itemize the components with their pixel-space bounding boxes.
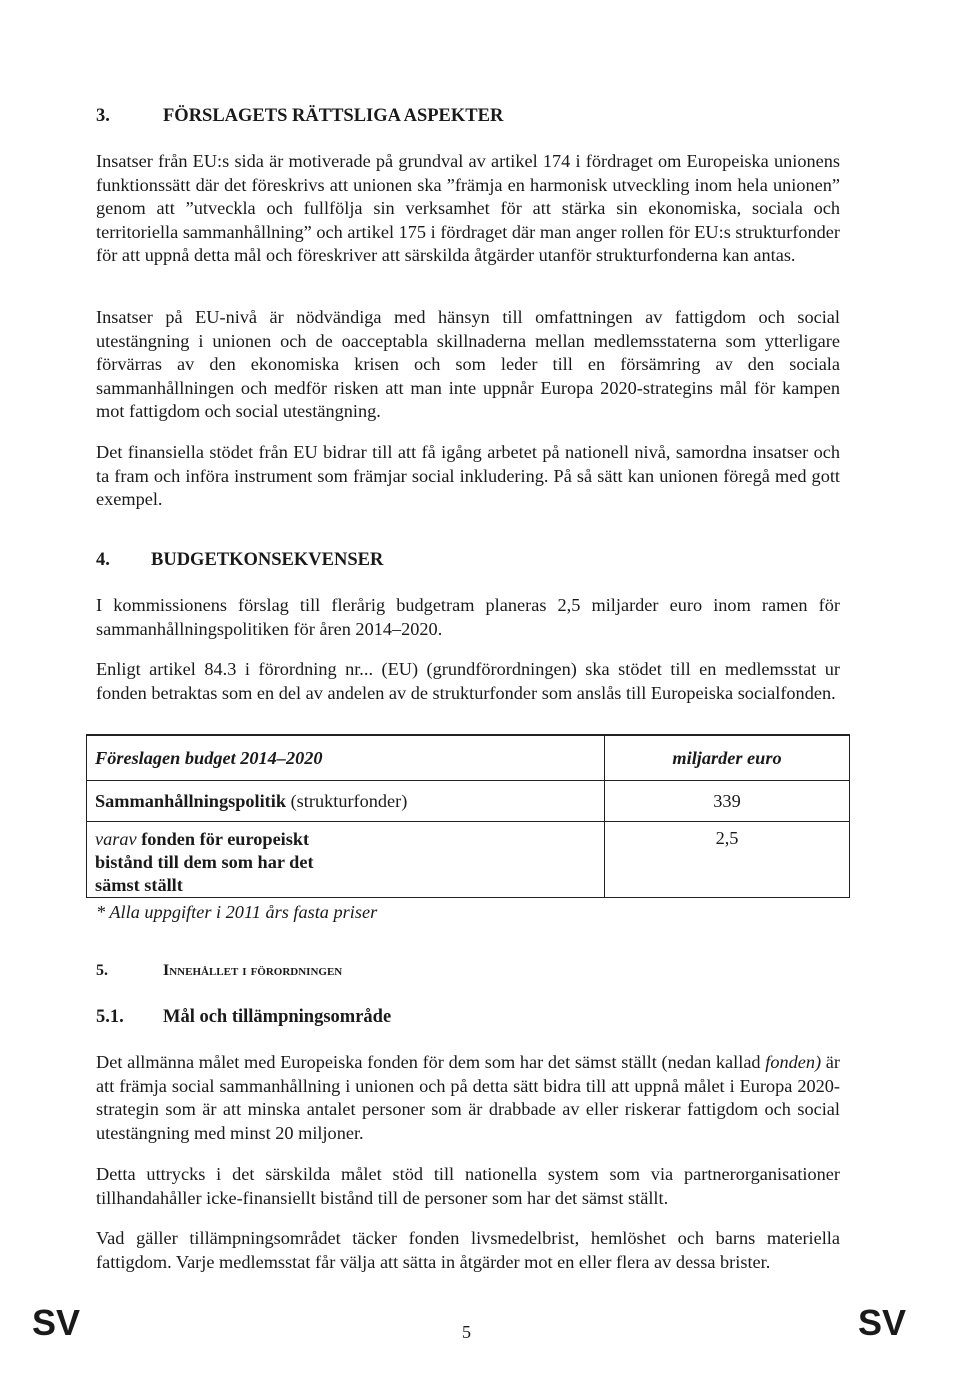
- table-header-row: [87, 735, 850, 781]
- section-4-paragraph-2: Enligt artikel 84.3 i förordning nr... (EU) (grundförordningen) ska stödet till en medlemsstat ur fonden betraktas som en del av andelen av de strukturfonder som anslås till Europeiska socialfonden.: [96, 659, 840, 703]
- table-row-2-value: 2,5: [605, 822, 850, 898]
- table-footnote: * Alla uppgifter i 2011 års fasta priser: [96, 902, 378, 922]
- table-row-1-value: 339: [605, 781, 850, 822]
- section-5-1-number: 5.1.: [96, 1007, 124, 1027]
- table-row: [87, 822, 850, 898]
- section-5-title: Innehållet i förordningen: [163, 962, 343, 979]
- section-5-paragraph-1: [96, 1051, 840, 1145]
- p1-part-b: fonden): [765, 1052, 822, 1072]
- row1-bold-label: Sammanhållningspolitik: [95, 790, 287, 811]
- section-5-paragraph-3: Vad gäller tillämpningsområdet täcker fonden livsmedelbrist, hemlöshet och barns materiella fattigdom. Varje medlemsstat får välja att sätta in åtgärder mot en eller flera av dessa brister.: [96, 1228, 840, 1272]
- section-4-number: 4.: [96, 550, 110, 570]
- budget-table: [86, 734, 850, 898]
- p1-part-c: är att främja social sammanhållning i unionen och på detta sätt bidra till att uppnå målet i Europa 2020-strategin som är att minska antalet personer som är drabbade av eller riskerar fattigdom och social utestängning med minst 20 miljoner.: [96, 1052, 840, 1143]
- section-3-title: FÖRSLAGETS RÄTTSLIGA ASPEKTER: [163, 106, 504, 126]
- table-header-left: Föreslagen budget 2014–2020: [87, 735, 605, 781]
- table-row-1-label: [87, 781, 605, 822]
- page-number: 5: [462, 1322, 471, 1342]
- section-5-1-title: Mål och tillämpningsområde: [163, 1007, 392, 1027]
- table-row-2-label: [87, 822, 605, 898]
- row2-bold: fonden för europeiskt bistånd till dem som har det sämst ställt: [95, 829, 314, 895]
- footer-language-left: SV: [32, 1302, 81, 1343]
- section-3-paragraph-2: Insatser på EU-nivå är nödvändiga med hänsyn till omfattningen av fattigdom och social utestängning i unionen och de oacceptabla skillnaderna mellan medlemsstaterna som ytterligare förvärras av den ekonomiska krisen och som leder till en försämring av den sociala sammanhållningen och medför risken att man inte uppnår Europa 2020-strategins mål för kampen mot fattigdom och social utestängning.: [96, 307, 840, 421]
- row2-italic: varav: [95, 829, 137, 849]
- section-5-number: 5.: [96, 962, 108, 979]
- footer-language-right: SV: [858, 1302, 907, 1343]
- section-3-number: 3.: [96, 106, 110, 126]
- section-4-title: BUDGETKONSEKVENSER: [151, 550, 384, 570]
- p1-part-a: Det allmänna målet med Europeiska fonden för dem som har det sämst ställt (nedan kallad: [96, 1052, 766, 1072]
- section-5-paragraph-2: Detta uttrycks i det särskilda målet stöd till nationella system som via partnerorganisationer tillhandahåller icke-finansiellt bistånd till de personer som har det sämst ställt.: [96, 1164, 840, 1208]
- table-row: [87, 781, 850, 822]
- section-3-paragraph-3: Det finansiella stödet från EU bidrar till att få igång arbetet på nationell nivå, samordna insatser och ta fram och införa instrument som främjar social inkludering. På så sätt kan unionen föregå med gott exempel.: [96, 442, 840, 509]
- section-4-paragraph-1: I kommissionens förslag till flerårig budgetram planeras 2,5 miljarder euro inom ramen för sammanhållningspolitiken för åren 2014–2020.: [96, 595, 840, 639]
- row1-label-rest: (strukturfonder): [286, 790, 408, 811]
- section-3-paragraph-1: Insatser från EU:s sida är motiverade på grundval av artikel 174 i fördraget om Europeiska unionens funktionssätt där det föreskrivs att unionen ska ”främja en harmonisk utveckling inom hela unionen” genom att ”utveckla och fullfölja sin verksamhet för att stärka sin ekonomiska, sociala och territoriella sammanhållning” och artikel 175 i fördraget där man anger rollen för EU:s strukturfonder för att uppnå detta mål och föreskriver att särskilda åtgärder utanför strukturfonderna kan antas.: [96, 151, 840, 265]
- table-header-right: miljarder euro: [605, 735, 850, 781]
